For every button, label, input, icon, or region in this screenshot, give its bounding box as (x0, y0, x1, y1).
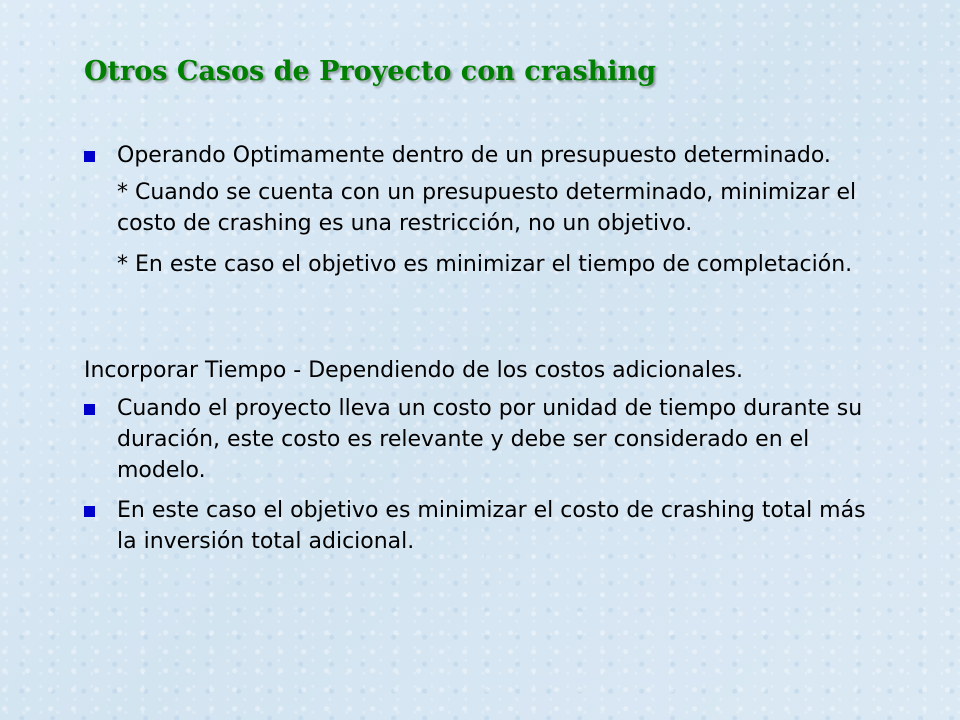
section-heading: Incorporar Tiempo - Dependiendo de los costos adicionales. (84, 358, 743, 383)
bullet-text: Cuando el proyecto lleva un costo por unidad de tiempo durante su duración, este costo es relevante y debe ser considerado en el modelo. (117, 396, 863, 483)
note-paragraph-objective: * En este caso el objetivo es minimizar el tiempo de completación. (117, 252, 853, 277)
note-paragraph-restriction: * Cuando se cuenta con un presupuesto determinado, minimizar el costo de crashing es una restricción, no un objetivo. (117, 180, 857, 236)
square-bullet-icon (84, 506, 95, 517)
bullet-text: Operando Optimamente dentro de un presupuesto determinado. (117, 143, 831, 168)
slide-title: Otros Casos de Proyecto con crashing (84, 56, 657, 87)
square-bullet-icon (84, 404, 95, 415)
bullet-text: En este caso el objetivo es minimizar el costo de crashing total más la inversión total adicional. (117, 498, 866, 554)
square-bullet-icon (84, 151, 95, 162)
